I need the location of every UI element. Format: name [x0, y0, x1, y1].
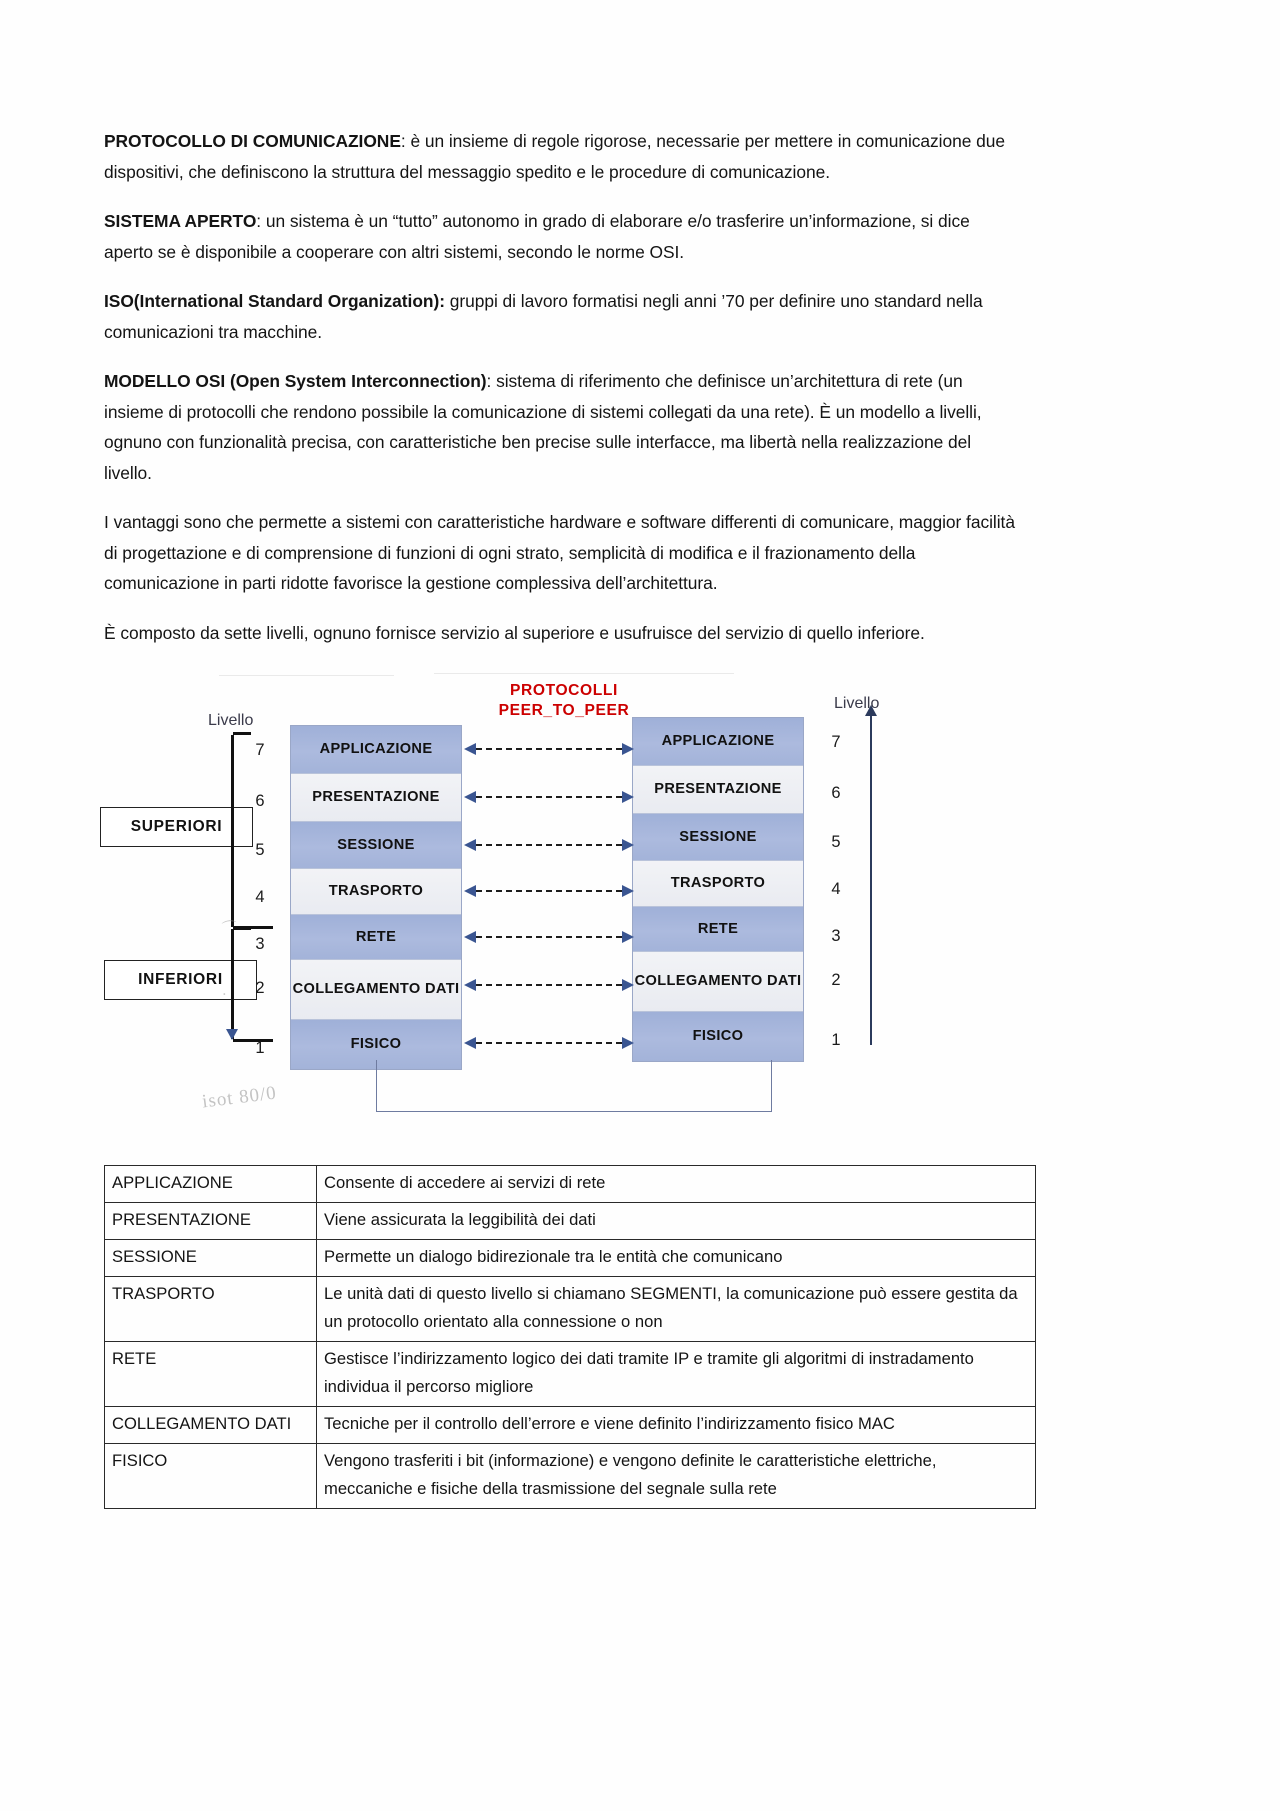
layer-left-collegamento-dati: COLLEGAMENTO DATI [291, 960, 461, 1020]
arrow-head-right-icon [622, 885, 634, 897]
paragraph-body: I vantaggi sono che permette a sistemi con caratteristiche hardware e software differenti di comunicare, maggior facilità di progettazione e di comprensione di funzioni di ogni strato, semplicità di modifica e il frazionamento della comunicazione in parti ridotte favorisce la gestione complessiva dell’architettura. [104, 512, 1015, 593]
paragraph-sette-livelli [104, 618, 1016, 649]
table-row [105, 1277, 1036, 1342]
down-arrow-icon [226, 1029, 238, 1040]
paragraph-body: : è un insieme di regole rigorose, necessarie per mettere in comunicazione due dispositivi, che definiscono la struttura del messaggio spedito e le procedure di comunicazione. [104, 131, 1006, 182]
livello-label-left: Livello [208, 712, 254, 729]
paragraph-body: : un sistema è un “tutto” autonomo in grado di elaborare e/o trasferire un’informazione, si dice aperto se è disponibile a cooperare con altri sistemi, secondo le norme OSI. [104, 211, 970, 262]
layer-right-presentazione: PRESENTAZIONE [633, 766, 803, 814]
paragraph-modello-osi [104, 366, 1016, 488]
peer-title-line1: PROTOCOLLI [510, 682, 618, 699]
paragraph-lead: ISO(International Standard Organization): [104, 291, 445, 311]
table-cell-level: APPLICAZIONE [105, 1166, 317, 1203]
osi-stack-left [290, 725, 462, 1070]
paragraph-lead: PROTOCOLLO DI COMUNICAZIONE [104, 131, 401, 151]
table-cell-description: Permette un dialogo bidirezionale tra le entità che comunicano [317, 1240, 1036, 1277]
livello-axis-arrow-icon [870, 715, 872, 1045]
paragraph-lead: SISTEMA APERTO [104, 211, 257, 231]
arrow-dash-line [476, 936, 622, 938]
physical-medium-connector [376, 1060, 772, 1112]
layer-right-collegamento-dati: COLLEGAMENTO DATI [633, 952, 803, 1012]
level-number-right-7: 7 [831, 733, 841, 751]
layer-left-fisico: FISICO [291, 1020, 461, 1069]
arrow-head-left-icon [464, 885, 476, 897]
layer-right-sessione: SESSIONE [633, 814, 803, 861]
peer-to-peer-title [474, 681, 654, 721]
peer-arrow-fisico [464, 1037, 634, 1049]
paragraph-protocollo [104, 126, 1016, 187]
level-number-right-5: 5 [831, 833, 841, 851]
group-box-inferiori [104, 960, 257, 1000]
layer-left-rete: RETE [291, 915, 461, 960]
peer-title-line2: PEER_TO_PEER [498, 702, 630, 719]
bracket-cap-top [233, 732, 251, 735]
peer-arrow-trasporto [464, 885, 634, 897]
level-number-right-6: 6 [831, 784, 841, 802]
table-cell-level: COLLEGAMENTO DATI [105, 1407, 317, 1444]
level-number-right-1: 1 [831, 1031, 841, 1049]
arrow-dash-line [476, 796, 622, 798]
peer-arrow-sessione [464, 839, 634, 851]
arrow-head-left-icon [464, 979, 476, 991]
peer-arrow-collegamento-dati [464, 979, 634, 991]
level-number-left-5: 5 [255, 841, 265, 859]
layer-left-sessione: SESSIONE [291, 822, 461, 869]
table-row [105, 1407, 1036, 1444]
table-cell-description: Tecniche per il controllo dell’errore e viene definito l’indirizzamento fisico MAC [317, 1407, 1036, 1444]
bracket-superiori [231, 735, 234, 927]
paragraph-lead: MODELLO OSI (Open System Interconnection) [104, 371, 487, 391]
level-number-left-2: 2 [255, 979, 265, 997]
layer-right-fisico: FISICO [633, 1012, 803, 1061]
bracket-cap-top [233, 926, 273, 929]
table-cell-description: Consente di accedere ai servizi di rete [317, 1166, 1036, 1203]
level-number-left-4: 4 [255, 888, 265, 906]
table-row [105, 1444, 1036, 1509]
paragraph-body: gruppi di lavoro formatisi negli anni ’70 per definire uno standard nella comunicazioni tra macchine. [104, 291, 983, 342]
group-label-inferiori: INFERIORI [138, 971, 223, 988]
level-number-right-4: 4 [831, 880, 841, 898]
table-cell-level: RETE [105, 1342, 317, 1407]
layer-left-trasporto: TRASPORTO [291, 869, 461, 915]
level-number-right-2: 2 [831, 971, 841, 989]
table-cell-level: FISICO [105, 1444, 317, 1509]
level-number-left-1: 1 [255, 1039, 265, 1057]
osi-model-diagram [104, 667, 1016, 1137]
paragraph-vantaggi [104, 507, 1016, 599]
peer-arrow-applicazione [464, 743, 634, 755]
pencil-mark: ⌒ [221, 920, 238, 938]
table-cell-level: TRASPORTO [105, 1277, 317, 1342]
layer-right-rete: RETE [633, 907, 803, 952]
level-number-left-6: 6 [255, 792, 265, 810]
peer-arrow-rete [464, 931, 634, 943]
osi-stack-right [632, 717, 804, 1062]
osi-layers-table [104, 1165, 1036, 1509]
arrow-head-right-icon [622, 791, 634, 803]
arrow-head-left-icon [464, 839, 476, 851]
paragraph-iso [104, 286, 1016, 347]
level-number-right-3: 3 [831, 927, 841, 945]
livello-label-right: Livello [834, 695, 880, 712]
layer-left-applicazione: APPLICAZIONE [291, 726, 461, 774]
arrow-head-right-icon [622, 839, 634, 851]
layer-right-applicazione: APPLICAZIONE [633, 718, 803, 766]
arrow-dash-line [476, 890, 622, 892]
layer-left-presentazione: PRESENTAZIONE [291, 774, 461, 822]
table-cell-level: PRESENTAZIONE [105, 1203, 317, 1240]
pencil-mark: · [221, 986, 228, 1004]
layer-right-trasporto: TRASPORTO [633, 861, 803, 907]
arrow-head-left-icon [464, 791, 476, 803]
arrow-head-right-icon [622, 743, 634, 755]
paragraph-body: È composto da sette livelli, ognuno fornisce servizio al superiore e usufruisce del servizio di quello inferiore. [104, 622, 925, 643]
table-cell-description: Vengono trasferiti i bit (informazione) e vengono definite le caratteristiche elettriche, meccaniche e fisiche della trasmissione del segnale sulla rete [317, 1444, 1036, 1509]
group-label-superiori: SUPERIORI [130, 818, 223, 835]
table-cell-description: Gestisce l’indirizzamento logico dei dati tramite IP e tramite gli algoritmi di instradamento individua il percorso migliore [317, 1342, 1036, 1407]
arrow-head-left-icon [464, 743, 476, 755]
table-row [105, 1342, 1036, 1407]
table-row [105, 1166, 1036, 1203]
arrow-dash-line [476, 1042, 622, 1044]
scan-artifact [219, 675, 394, 676]
level-number-left-7: 7 [255, 741, 265, 759]
document-content [104, 126, 1016, 1509]
bracket-inferiori [231, 929, 234, 1039]
table-row [105, 1240, 1036, 1277]
level-number-left-3: 3 [255, 935, 265, 953]
table-row [105, 1203, 1036, 1240]
arrow-head-right-icon [622, 1037, 634, 1049]
arrow-dash-line [476, 748, 622, 750]
table-cell-description: Viene assicurata la leggibilità dei dati [317, 1203, 1036, 1240]
table-cell-description: Le unità dati di questo livello si chiamano SEGMENTI, la comunicazione può essere gestita da un protocollo orientato alla connessione o non [317, 1277, 1036, 1342]
arrow-dash-line [476, 844, 622, 846]
arrow-dash-line [476, 984, 622, 986]
arrow-head-right-icon [622, 931, 634, 943]
handwritten-note: isot 80/0 [200, 1082, 278, 1113]
arrow-head-left-icon [464, 931, 476, 943]
paragraph-body: : sistema di riferimento che definisce un’architettura di rete (un insieme di protocolli che rendono possibile la comunicazione di sistemi collegati da una rete). È un modello a livelli, ognuno con funzionalità precisa, con caratteristiche ben precise sulle interfacce, ma libertà nella realizzazione del livello. [104, 371, 982, 483]
peer-arrow-presentazione [464, 791, 634, 803]
paragraph-sistema-aperto [104, 206, 1016, 267]
arrow-head-right-icon [622, 979, 634, 991]
scan-artifact [434, 673, 734, 674]
table-cell-level: SESSIONE [105, 1240, 317, 1277]
arrow-head-left-icon [464, 1037, 476, 1049]
